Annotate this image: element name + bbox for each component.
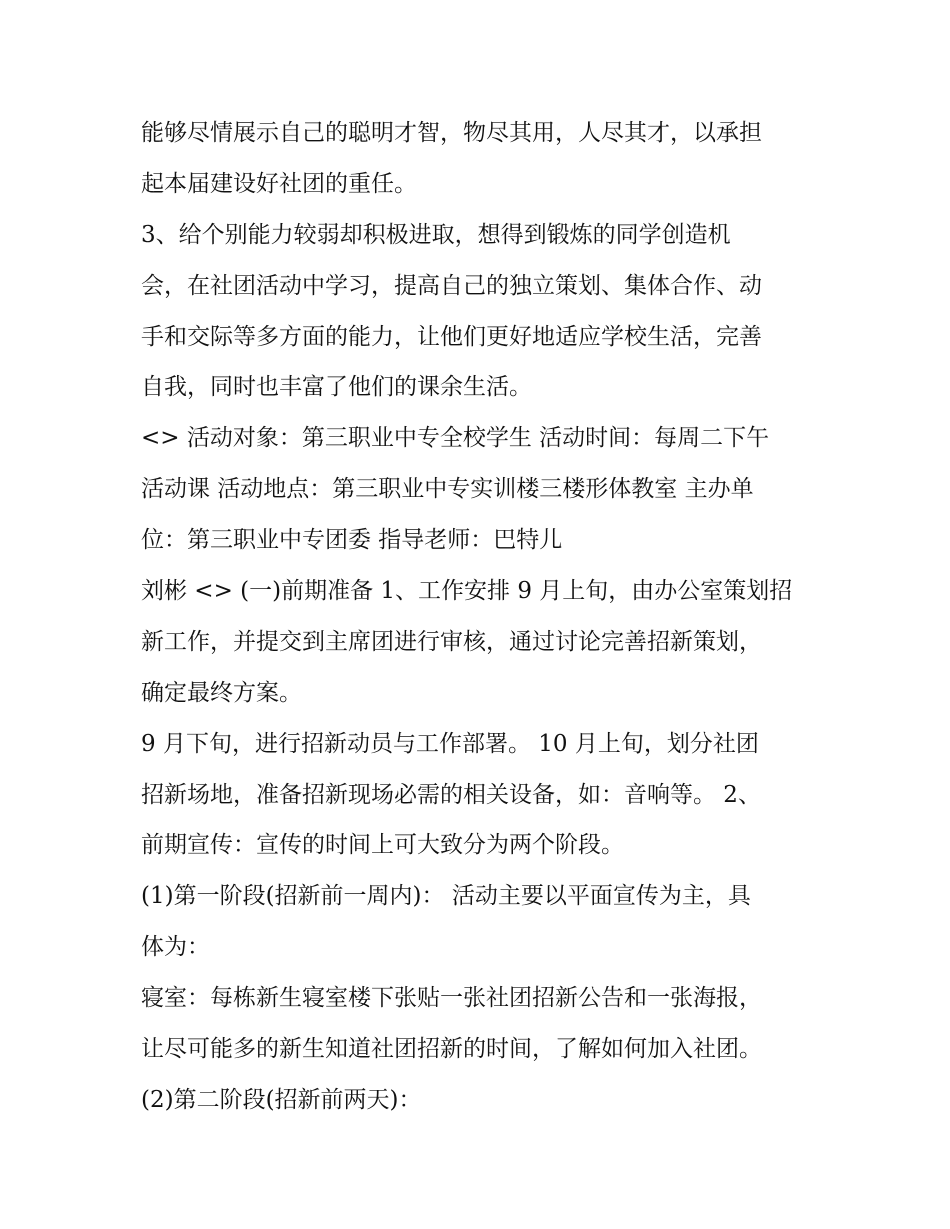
document-body [141,108,816,1126]
text-line: 前期宣传：宣传的时间上可大致分为两个阶段。 [141,832,624,859]
text-line: 刘彬 <> (一)前期准备 1、工作安排 9 月上旬，由办公室策划招 [141,578,793,605]
text-line: (2)第二阶段(招新前两天)： [141,1086,422,1113]
text-line: 让尽可能多的新生知道社团招新的时间，了解如何加入社团。 [141,1036,762,1063]
text-line: 手和交际等多方面的能力，让他们更好地适应学校生活，完善 [141,323,762,350]
text-line: 新工作，并提交到主席团进行审核，通过讨论完善招新策划， [141,628,762,655]
text-line: 确定最终方案。 [141,679,302,706]
text-line: 自我，同时也丰富了他们的课余生活。 [141,374,532,401]
text-line: (1)第一阶段(招新前一周内)： 活动主要以平面宣传为主，具 [141,883,751,910]
text-line: 活动课 活动地点：第三职业中专实训楼三楼形体教室 主办单 [141,476,754,503]
text-line: 招新场地，准备招新现场必需的相关设备，如：音响等。 2、 [141,781,761,808]
text-line: 3、给个别能力较弱却积极进取，想得到锻炼的同学创造机 [141,221,731,248]
text-line: <> 活动对象：第三职业中专全校学生 活动时间：每周二下午 [141,425,770,452]
text-line: 位：第三职业中专团委 指导老师：巴特儿 [141,527,563,554]
text-line: 能够尽情展示自己的聪明才智，物尽其用，人尽其才，以承担 [141,120,762,146]
text-line: 体为： [141,934,210,961]
text-line: 寝室：每栋新生寝室楼下张贴一张社团招新公告和一张海报， [141,985,762,1012]
text-line: 起本届建设好社团的重任。 [141,170,417,197]
text-line: 9 月下旬，进行招新动员与工作部署。 10 月上旬，划分社团 [141,730,759,757]
text-line: 会，在社团活动中学习，提高自己的独立策划、集体合作、动 [141,272,762,299]
